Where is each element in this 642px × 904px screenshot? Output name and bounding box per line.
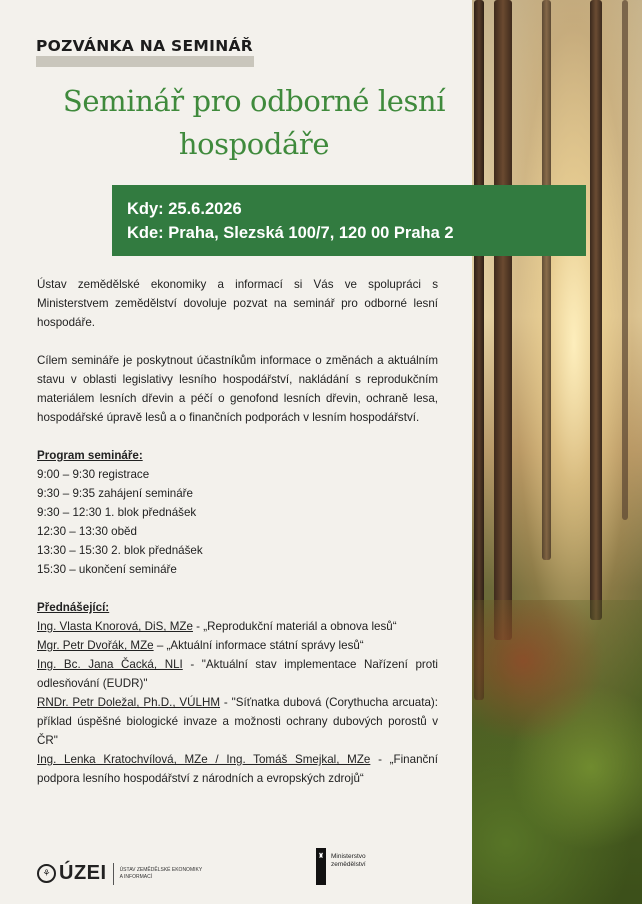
main-content: [37, 275, 438, 788]
program-item: 9:00 – 9:30 registrace: [37, 468, 150, 481]
tree-trunk: [542, 0, 551, 560]
forest-photo: [472, 0, 642, 904]
uzei-logo-text: ÚZEI: [59, 862, 107, 884]
speaker-entry: [37, 636, 438, 655]
intro-paragraph: Ústav zemědělské ekonomiky a informací si Vás ve spolupráci s Ministerstvem zemědělství dovoluje pozvat na seminář pro odborné lesní hospodáře.: [37, 278, 438, 329]
ministry-logo: [316, 848, 366, 885]
title-line-2: hospodáře: [178, 127, 330, 161]
program-title: Program semináře:: [37, 449, 143, 462]
program-item: 9:30 – 12:30 1. blok přednášek: [37, 506, 197, 519]
speaker-entry: [37, 693, 438, 750]
speaker-name: Ing. Vlasta Knorová, DiS, MZe: [37, 620, 193, 633]
speaker-entry: [37, 617, 438, 636]
uzei-logo-icon: ⚘: [37, 864, 56, 883]
logo-separator: [113, 863, 114, 885]
program-item: 12:30 – 13:30 oběd: [37, 525, 137, 538]
czech-lion-emblem-icon: ♜: [316, 848, 326, 885]
tree-trunk: [622, 0, 628, 520]
forest-undergrowth: [472, 600, 642, 904]
tree-trunk: [474, 0, 484, 700]
purpose-paragraph: Cílem semináře je poskytnout účastníkům informace o změnách a aktuálním stavu v oblasti legislativy lesního hospodářství, nakládání s reprodukčním materiálem lesních dřevin a péčí o genofond lesních dřevin, ochraně lesa, hospodářské úpravě lesů a o finančních podporách v lesním hospodářství.: [37, 354, 438, 424]
title-line-1: Seminář pro odborné lesní: [62, 84, 446, 118]
tree-trunk: [494, 0, 512, 640]
invitation-heading: POZVÁNKA NA SEMINÁŘ: [36, 37, 254, 55]
speaker-name: Ing. Lenka Kratochvílová, MZe / Ing. Tomáš Smejkal, MZe: [37, 753, 371, 766]
speaker-talk: - "Síťnatka dubová (Corythucha arcuata): příklad úspěšné biologické invaze a možnosti ochrany dubových porostů v ČR": [37, 696, 438, 747]
ministry-name: [331, 853, 366, 869]
event-location: Kde: Praha, Slezská 100/7, 120 00 Praha 2: [127, 224, 454, 242]
ministry-name-line: zemědělství: [331, 861, 366, 868]
uzei-subtitle-line: ÚSTAV ZEMĚDĚLSKÉ EKONOMIKY: [119, 866, 203, 873]
uzei-logo-subtitle: [120, 867, 203, 881]
uzei-logo: [37, 862, 202, 885]
speaker-name: Ing. Bc. Jana Čacká, NLI: [37, 658, 183, 671]
speakers-section: [37, 598, 438, 788]
event-info-box: [112, 185, 586, 256]
speaker-entry: [37, 750, 438, 788]
uzei-subtitle-line: A INFORMACÍ: [119, 873, 153, 880]
speaker-talk: – „Aktuální informace státní správy lesů“: [153, 639, 364, 652]
speaker-name: Mgr. Petr Dvořák, MZe: [37, 639, 154, 652]
speakers-title: Přednášející:: [37, 601, 110, 614]
speaker-entry: [37, 655, 438, 693]
speaker-talk: - "Aktuální stav implementace Nařízení proti odlesňování (EUDR)": [37, 658, 438, 690]
speaker-talk: - „Finanční podpora lesního hospodářství z národních a evropských zdrojů“: [37, 753, 438, 785]
speaker-talk: - „Reprodukční materiál a obnova lesů“: [192, 620, 397, 633]
event-date: Kdy: 25.6.2026: [127, 200, 242, 218]
page-title: [36, 80, 472, 166]
program-item: 13:30 – 15:30 2. blok přednášek: [37, 544, 203, 557]
program-item: 15:30 – ukončení semináře: [37, 563, 177, 576]
speaker-name: RNDr. Petr Doležal, Ph.D., VÚLHM: [37, 696, 221, 709]
tree-trunk: [590, 0, 602, 620]
program-section: [37, 446, 438, 579]
program-item: 9:30 – 9:35 zahájení semináře: [37, 487, 193, 500]
heading-underline-bar: [36, 56, 254, 67]
ministry-name-line: Ministerstvo: [331, 853, 366, 860]
